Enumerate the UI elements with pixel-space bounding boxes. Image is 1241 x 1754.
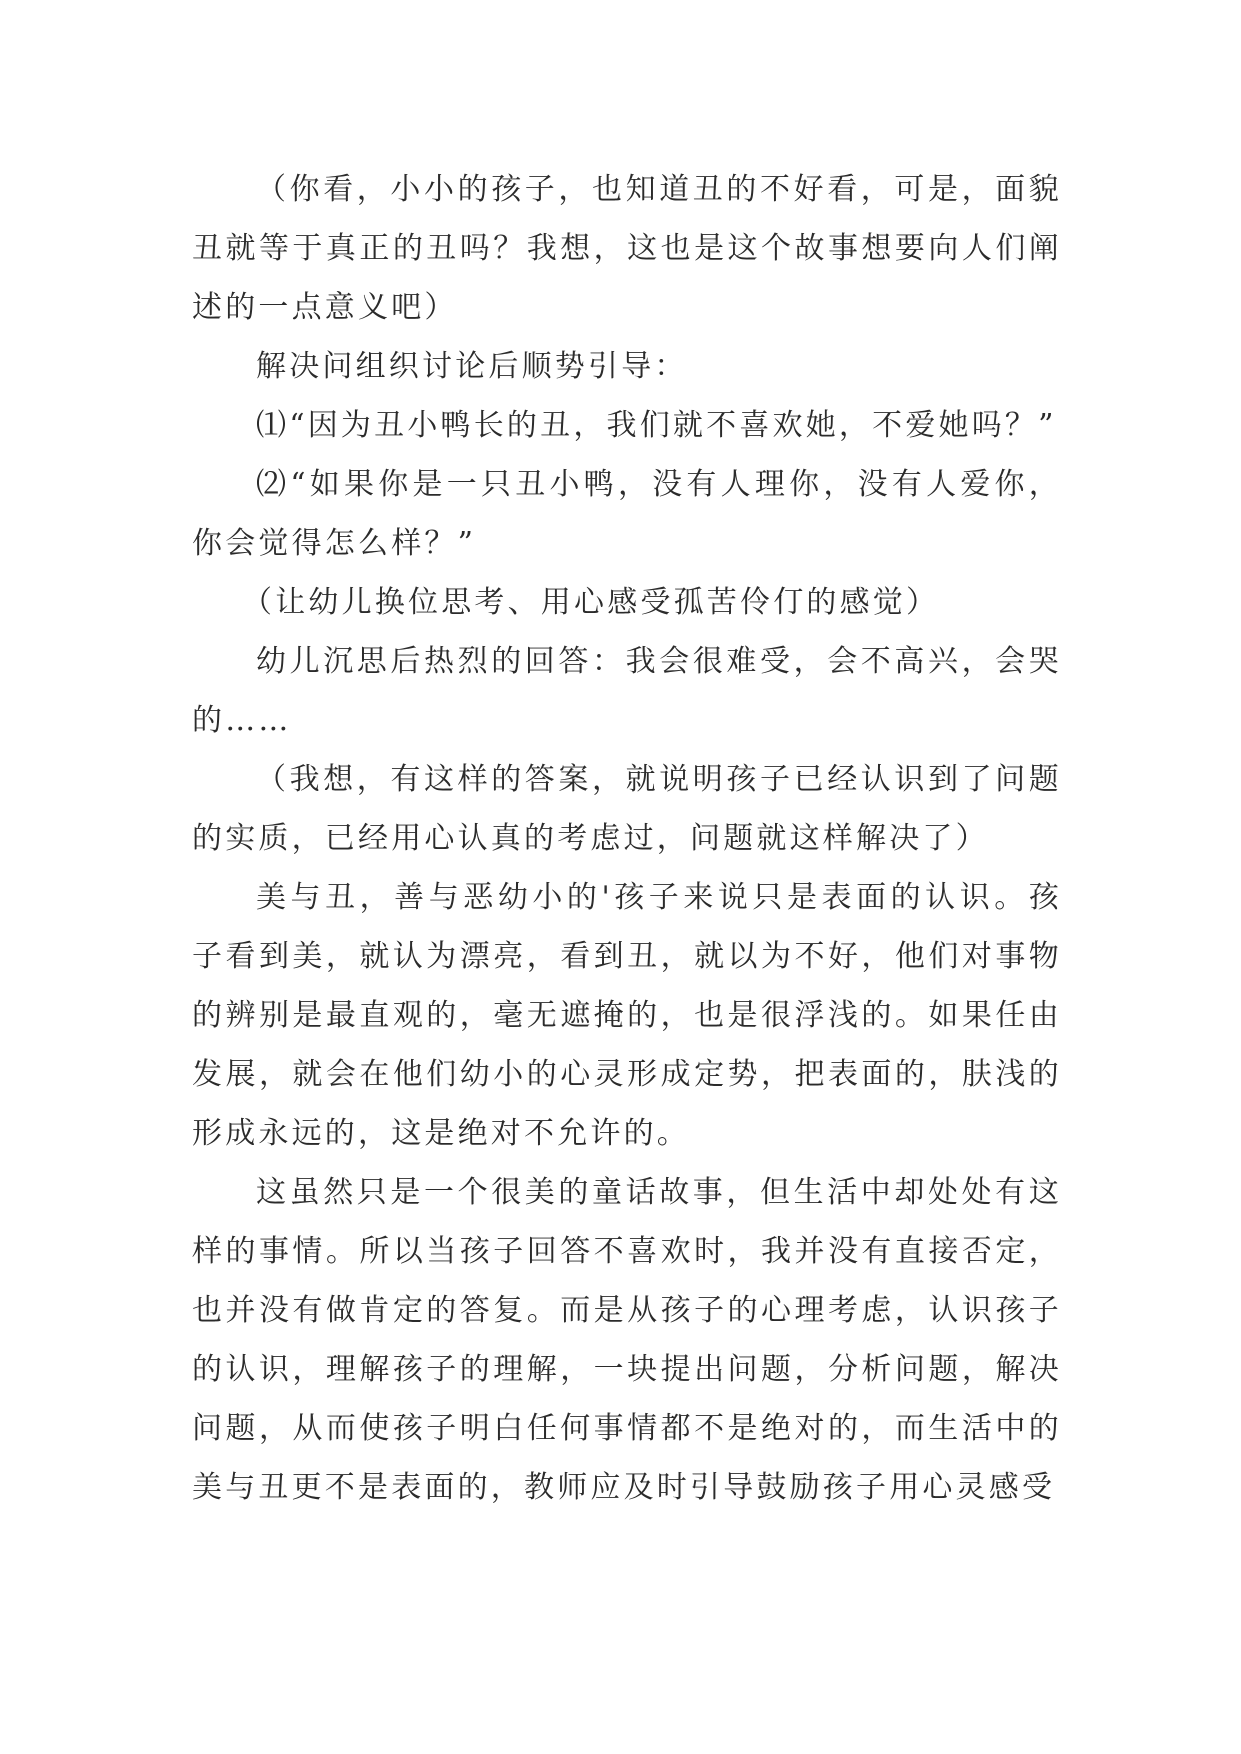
paragraph-beauty-ugliness: 美与丑，善与恶幼小的'孩子来说只是表面的认识。孩子看到美，就认为漂亮，看到丑，就以为不好，他们对事物的辨别是最直观的，毫无遮掩的，也是很浮浅的。如果任由发展，就会在他们幼小的心灵形成定势，把表面的，肤浅的形成永远的，这是绝对不允许的。: [192, 880, 1062, 1151]
paragraph-reflection-ugliness: （你看，小小的孩子，也知道丑的不好看，可是，面貌丑就等于真正的丑吗？我想，这也是这个故事想要向人们阐述的一点意义吧）: [192, 172, 1062, 325]
paragraph-fairy-tale-lesson: 这虽然只是一个很美的童话故事，但生活中却处处有这样的事情。所以当孩子回答不喜欢时，我并没有直接否定，也并没有做肯定的答复。而是从孩子的心理考虑，认识孩子的认识，理解孩子的理解，一块提出问题，分析问题，解决问题，从而使孩子明白任何事情都不是绝对的，而生活中的美与丑更不是表面的，教师应及时引导鼓励孩子用心灵感受: [192, 1175, 1062, 1505]
document-body: [192, 160, 1062, 1517]
paragraph-discussion-intro: 解决问组织讨论后顺势引导：: [256, 349, 688, 384]
paragraph-question-2: ⑵“如果你是一只丑小鸭，没有人理你，没有人爱你，你会觉得怎么样？”: [192, 467, 1062, 561]
paragraph-question-1: ⑴“因为丑小鸭长的丑，我们就不喜欢她，不爱她吗？”: [256, 408, 1057, 443]
paragraph-child-answer: 幼儿沉思后热烈的回答：我会很难受，会不高兴，会哭的……: [192, 644, 1062, 738]
paragraph-empathy-note: （让幼儿换位思考、用心感受孤苦伶仃的感觉）: [242, 585, 940, 620]
paragraph-answer-reflection: （我想，有这样的答案，就说明孩子已经认识到了问题的实质，已经用心认真的考虑过，问题就这样解决了）: [192, 762, 1062, 856]
